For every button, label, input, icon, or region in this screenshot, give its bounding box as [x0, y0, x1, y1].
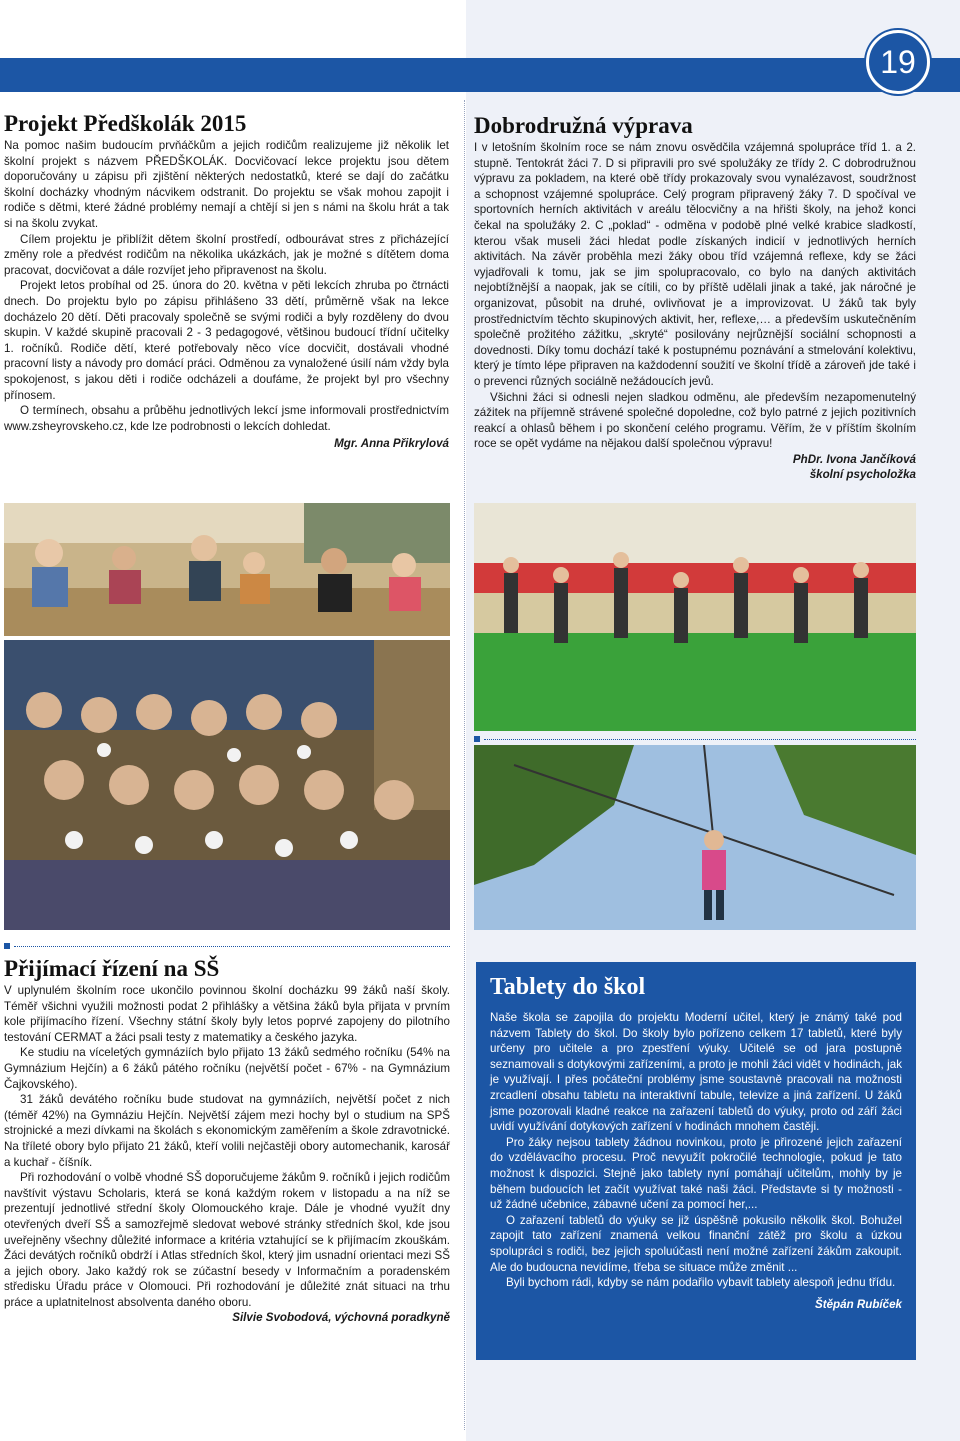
- photo-classroom-parents: [4, 503, 450, 636]
- section-dotted-line: [14, 946, 450, 947]
- article-signature: Štěpán Rubíček: [815, 1297, 902, 1311]
- article-title: Tablety do škol: [490, 974, 646, 1000]
- article-paragraph: Na pomoc našim budoucím prvňáčkům a jejich rodičům realizujeme již několik let školní projekt s názvem PŘEDŠKOLÁK. Docvičovací lekce projektu jsou dětem doporučovány u zápisu při zjištění některých nedostatků, které se dají do začátku školní docházky vhodným nácvikem odstranit. Do projektu se však mohou zapojit i rodiče s dětmi, které žádné problémy nemají a chtějí si jen s námi na školu hrát a tak si na školu zvykat.: [4, 139, 449, 230]
- article-paragraph: Při rozhodování o volbě vhodné SŠ doporučujeme žákům 9. ročníků i jejich rodičům navštívit výstavu Scholaris, která se koná každým rokem v listopadu a na níž se prezentují jednotlivé střední školy Olomouckého kraje. Dále je vhodné využít dny otevřených dveří SŠ a samozřejmě sledovat webové stránky středních škol, kde jsou uveřejněny všechny důležité informace a kritéria vztahující se k přijímacím zkouškám. Žáci devátých ročníků obdrží i Atlas středních škol, který jim usnadní orientaci mezi SŠ a jejich obory. Jako každý rok se zúčastní besedy v Informačním a poradenském středisku Úřadu práce v Olomouci. Při rozhodování je důležité znát situaci na trhu práce a uplatnitelnost absolventa daného oboru.: [4, 1171, 450, 1309]
- column-divider: [464, 100, 465, 1430]
- article-title: Dobrodružná výprava: [474, 113, 693, 138]
- section-marker: [474, 736, 480, 742]
- article-predskolak: [4, 110, 449, 452]
- photo-gym-activity: [474, 503, 916, 731]
- article-signature-role: školní psycholožka: [809, 468, 916, 482]
- article-paragraph: I v letošním školním roce se nám znovu osvědčila vzájemná spolupráce tříd 1. a 2. stupně. Tentokrát žáci 7. D si připravili pro své spolužáky ze třídy 2. C dobrodružnou výpravu za pokladem, na které obě třídy prokazovaly svou vynalézavost, soudržnost a schopnost vzájemné spolupráce. Celý program připravený žáky 7. D spočíval ve sportovních herních aktivitách v areálu tělocvičny a na hřišti školy, na jehož konci čekal na spolužáky 2. C „poklad“ - odměna v podobě plné velké krabice sladkostí, kterou však museli žáci hledat podle získaných indicií v jednotlivých herních aktivitách. Na závěr proběhla mezi žáky obou tříd vzájemná reflexe, kdy se žáci vyjadřovali k tomu, jak se jim spolupracovalo, co bylo na daných aktivitách nejobtížnější a naopak, jak se cítili, co by příště udělali jinak a také, jak náročné je organizovat, působit na druhé, ovlivňovat je a improvizovat. U žáků tak byly prostřednictvím těchto skupinových aktivit, her, reflexe,… a především uskutečněním společně prožitého zážitku, „skryté“ posilovány nejrůznější sociální schopnosti a dovednosti. Díky tomu dochází také k postupnému poznávání a stmelování kolektivu, který je tímto lépe připraven na každodenní soužití ve školní třídě a zároveň jde také i o prevenci různých sociálně nežádoucích jevů.: [474, 141, 916, 388]
- article-dobrodruzna-vyprava: [474, 112, 916, 483]
- article-paragraph: V uplynulém školním roce ukončilo povinnou školní docházku 99 žáků naší školy. Téměř všichni využili možnosti podat 2 přihlášky a většina žáků byla přijata v prvním kole přijímacího řízení. Všechny státní školy byly letos poprvé zapojeny do pilotního testování CERMAT a žáci psali testy z matematiky a českého jazyka.: [4, 984, 450, 1044]
- article-signature: Mgr. Anna Přikrylová: [334, 437, 449, 451]
- section-marker: [4, 943, 10, 949]
- article-paragraph: Projekt letos probíhal od 25. února do 20. května v pěti lekcích zhruba po čtrnácti dnech. Do projektu bylo po zápisu přihlášeno 33 dětí, průměrně však na lekce docházelo 20 dětí. Děti pracovaly společně se svými rodiči a byly rozděleny do dvou skupin. V každé skupině pracovali 2 - 3 pedagogové, většinou budoucí třídní učitelky 1. ročníků. Rodiče dětí, které potřebovaly něco více docvičit, dostávali vhodné pracovní listy a návody pro domácí práci. Odměnou za vynaložené úsilí nám vždy byla spokojenost, s jakou děti i rodiče odcházeli a doufáme, že projekt byl pro všechny přínosem.: [4, 279, 449, 402]
- article-paragraph: Byli bychom rádi, kdyby se nám podařilo vybavit tablety alespoň jednu třídu.: [506, 1276, 896, 1290]
- article-title: Přijímací řízení na SŠ: [4, 956, 220, 981]
- article-paragraph: O termínech, obsahu a průběhu jednotlivých lekcí jsme informovali prostřednictvím www.zsheyrovskeho.cz, kde lze podrobnosti o lekcích dohledat.: [4, 404, 449, 433]
- article-paragraph: Naše škola se zapojila do projektu Moderní učitel, který je známý také pod názvem Tablety do škol. Do školy bylo pořízeno celkem 17 tabletů, které byly určeny pro učitele a pro zpestření výuky. Učitelé se od jara postupně seznamovali s dotykovými zařízeními, a proto je mohli žáci vidět v hodinách, jak je využívají. I přes počáteční problémy jsme soustavně pracovali na možnosti zrcadlení obsahu tabletu na interaktivní tabule, televize a jiná zařízení. U žáků jsme pozorovali kladné reakce na zařazení tabletů do výuky, proto od září žáci uvidí využívání dotykových zařízení v hodinách mnohem častěji.: [490, 1011, 902, 1134]
- section-dotted-line: [484, 739, 916, 740]
- header-bar: [0, 58, 960, 92]
- article-paragraph: Ke studiu na víceletých gymnáziích bylo přijato 13 žáků sedmého ročníku (54% na Gymnázium Hejčín) a 6 žáků pátého ročníku (největší počet - 67% - na Gymnázium Čajkovského).: [4, 1046, 450, 1091]
- article-signature-name: PhDr. Ivona Jančíková: [792, 452, 916, 466]
- article-paragraph: Cílem projektu je přiblížit dětem školní prostředí, odbourávat stres z přicházející změny role a předvést rodičům na několika ukázkách, jak je možné s dítětem doma pracovat, docvičovat a dále rozvíjet jeho připravenost na školu.: [4, 232, 449, 277]
- photo-children-paper-flowers: [4, 640, 450, 930]
- page-number-badge: 19: [866, 30, 930, 94]
- article-title: Projekt Předškolák 2015: [4, 111, 247, 136]
- article-prijimaci-rizeni: [4, 955, 450, 1326]
- article-paragraph: Pro žáky nejsou tablety žádnou novinkou, proto je přirozené jejich zařazení do vzdělávacího procesu. Proč nevyužít pokročilé technologie, pokud je tato možnost k dispozici. Stejně jako tablety nyní pomáhají učitelům, mohly by je během budoucích let začít využívat také naši žáci. Představte si ty možnosti - už žádné učebnice, zábavné učení za pomocí her,...: [490, 1135, 902, 1212]
- article-paragraph: 31 žáků devátého ročníku bude studovat na gymnáziích, největší počet z nich (téměř 42%) na Gymnáziu Hejčín. Největší zájem mezi hochy byl o studium na SPŠ strojnické a mezi dívkami na školách s ekonomickým zaměřením a škole zdravotnické. Na tříleté obory bylo přijato 21 žáků, kteří volili nejčastěji obory automechanik, karosář a kuchař - číšník.: [4, 1093, 450, 1169]
- article-tablety-do-skol: [476, 962, 916, 1360]
- photo-rope-climbing: [474, 745, 916, 930]
- article-paragraph: O zařazení tabletů do výuky se již úspěšně pokusilo několik škol. Bohužel zapojit tato zařízení znamená velkou finanční zátěž pro školu a úzkou spolupráci s rodiči, bez jejich spoluúčasti není možné zařízení žákům zakoupit. Ale do budoucna nevidíme, třeba se situace může změnit ...: [490, 1213, 902, 1274]
- article-signature: Silvie Svobodová, výchovná poradkyně: [232, 1311, 450, 1325]
- article-paragraph: Všichni žáci si odnesli nejen sladkou odměnu, ale především nezapomenutelný zážitek na příjemně strávené společné dopoledne, což bylo patrné z jejich pozitivních reakcí a ohlasů během i po skončení celého programu. Věřím, že v příštím školním roce se opět vydáme na nějakou další společnou výpravu!: [474, 390, 916, 451]
